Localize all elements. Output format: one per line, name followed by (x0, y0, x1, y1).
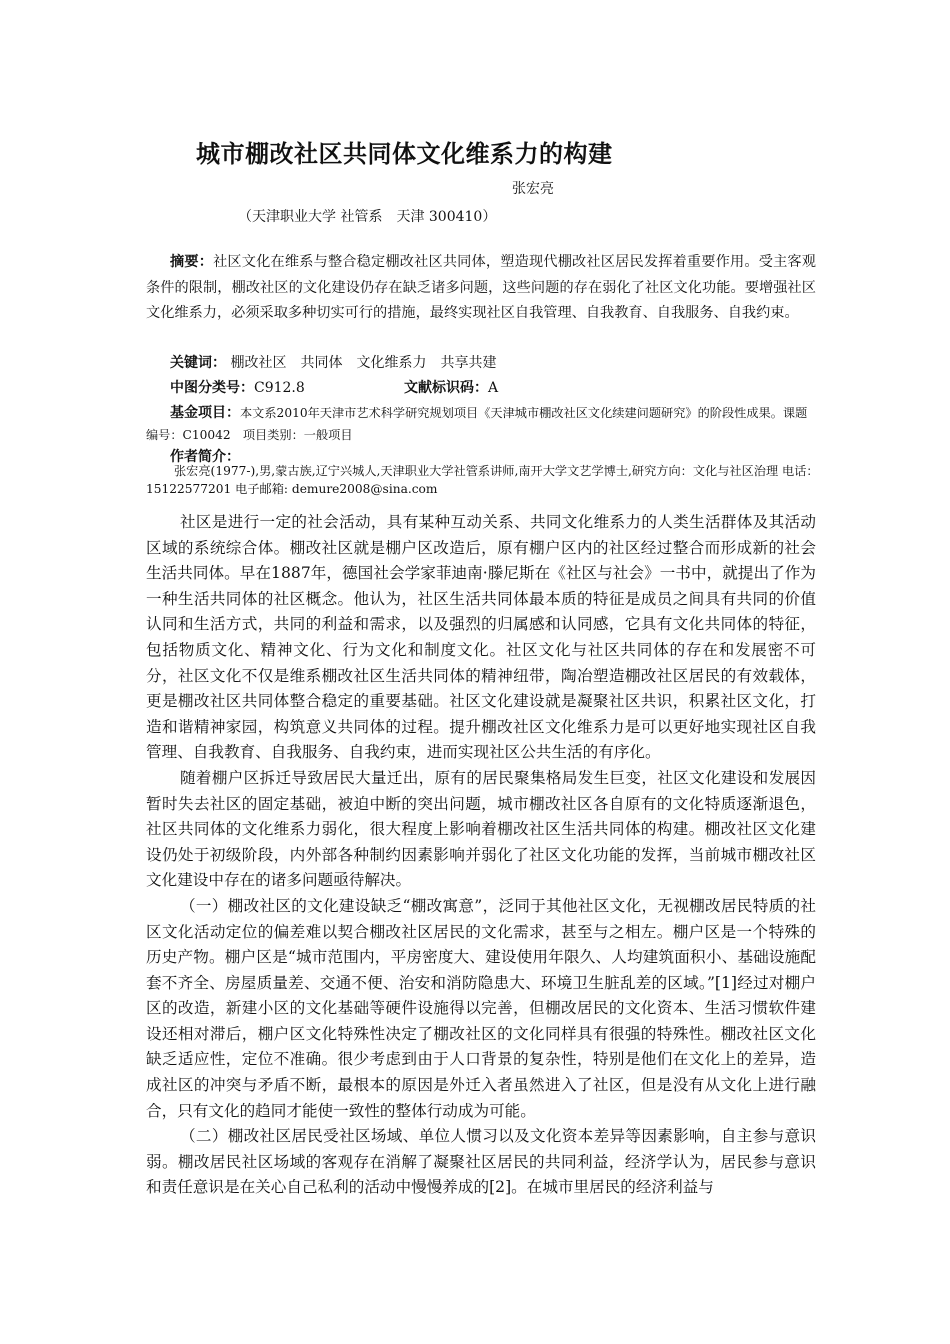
keywords (170, 352, 496, 372)
classification-label: 中图分类号： (170, 380, 254, 396)
document-code-value: A (488, 380, 499, 396)
bio-label: 作者简介： (170, 449, 240, 465)
document-code-label: 文献标识码： (404, 380, 488, 396)
paragraph: （一）棚改社区的文化建设缺乏“棚改寓意”，泛同于其他社区文化，无视棚改居民特质的社区文化活动定位的偏差难以契合棚改社区居民的文化需求，甚至与之相左。棚户区是一个特殊的历史产物。棚户区是“城市范围内，平房密度大、建设使用年限久、人均建筑面积小、基础设施配套不齐全、房屋质量差、交通不便、治安和消防隐患大、环境卫生脏乱差的区域。”[1]经过对棚户区的改造，新建小区的文化基础等硬件设施得以完善，但棚改居民的文化资本、生活习惯软件建设还相对滞后，棚户区文化特殊性决定了棚改社区的文化同样具有很强的特殊性。棚改社区文化缺乏适应性，定位不准确。很少考虑到由于人口背景的复杂性，特别是他们在文化上的差异，造成社区的冲突与矛盾不断，最根本的原因是外迁入者虽然进入了社区，但是没有从文化上进行融合，只有文化的趋同才能使一致性的整体行动成为可能。 (146, 896, 816, 1120)
classification-code (170, 377, 305, 397)
abstract-text: 社区文化在维系与整合稳定棚改社区共同体，塑造现代棚改社区居民发挥着重要作用。受主客观条件的限制，棚改社区的文化建设仍存在缺乏诸多问题，这些问题的存在弱化了社区文化功能。要增强社区文化维系力，必须采取多种切实可行的措施，最终实现社区自我管理、自我教育、自我服务、自我约束。 (146, 254, 816, 321)
body-text (146, 510, 816, 1201)
author-bio: 张宏亮(1977-),男,蒙古族,辽宁兴城人,天津职业大学社管系讲师,南开大学文艺学博士,研究方向：文化与社区治理 电话：15122577201 电子邮箱: demure2008@sina.com (146, 464, 819, 496)
paragraph: 随着棚户区拆迁导致居民大量迁出，原有的居民聚集格局发生巨变，社区文化建设和发展因暂时失去社区的固定基础，被迫中断的突出问题，城市棚改社区各自原有的文化特质逐渐退色，社区共同体的文化维系力弱化，很大程度上影响着棚改社区生活共同体的构建。棚改社区文化建设仍处于初级阶段，内外部各种制约因素影响并弱化了社区文化功能的发挥，当前城市棚改社区文化建设中存在的诸多问题亟待解决。 (146, 768, 816, 890)
fund-project (146, 402, 816, 446)
keywords-label: 关键词： (170, 355, 226, 371)
fund-text: 本文系2010年天津市艺术科学研究规划项目《天津城市棚改社区文化续建问题研究》的阶段性成果。课题编号：C10042 项目类别：一般项目 (146, 406, 808, 442)
paper-title: 城市棚改社区共同体文化维系力的构建 (196, 140, 613, 168)
fund-label: 基金项目： (170, 405, 240, 421)
paragraph: 社区是进行一定的社会活动，具有某种互动关系、共同文化维系力的人类生活群体及其活动区域的系统综合体。棚改社区就是棚户区改造后，原有棚户区内的社区经过整合而形成新的社会生活共同体。早在1887年，德国社会学家菲迪南·滕尼斯在《社区与社会》一书中，就提出了作为一种生活共同体的社区概念。他认为，社区生活共同体最本质的特征是成员之间具有共同的价值认同和生活方式，共同的利益和需求，以及强烈的归属感和认同感，它具有文化共同体的特征，包括物质文化、精神文化、行为文化和制度文化。社区文化与社区共同体的存在和发展密不可分，社区文化不仅是维系棚改社区生活共同体的精神纽带，陶冶塑造棚改社区居民的有效载体，更是棚改社区共同体整合稳定的重要基础。社区文化建设就是凝聚社区共识，积累社区文化，打造和谐精神家园，构筑意义共同体的过程。提升棚改社区文化维系力是可以更好地实现社区自我管理、自我教育、自我服务、自我约束，进而实现社区公共生活的有序化。 (146, 513, 816, 762)
abstract (146, 250, 816, 327)
author-name: 张宏亮 (512, 181, 554, 197)
paragraph: （二）棚改社区居民受社区场域、单位人惯习以及文化资本差异等因素影响，自主参与意识弱。棚改居民社区场域的客观存在消解了凝聚社区居民的共同利益，经济学认为，居民参与意识和责任意识是在关心自己私利的活动中慢慢养成的[2]。在城市里居民的经济利益与 (146, 1127, 816, 1197)
abstract-label: 摘要： (170, 254, 214, 270)
document-code (404, 377, 498, 397)
keywords-text: 棚改社区 共同体 文化维系力 共享共建 (230, 355, 497, 371)
classification-value: C912.8 (254, 380, 305, 396)
author-affiliation: （天津职业大学 社管系 天津 300410） (238, 209, 497, 225)
